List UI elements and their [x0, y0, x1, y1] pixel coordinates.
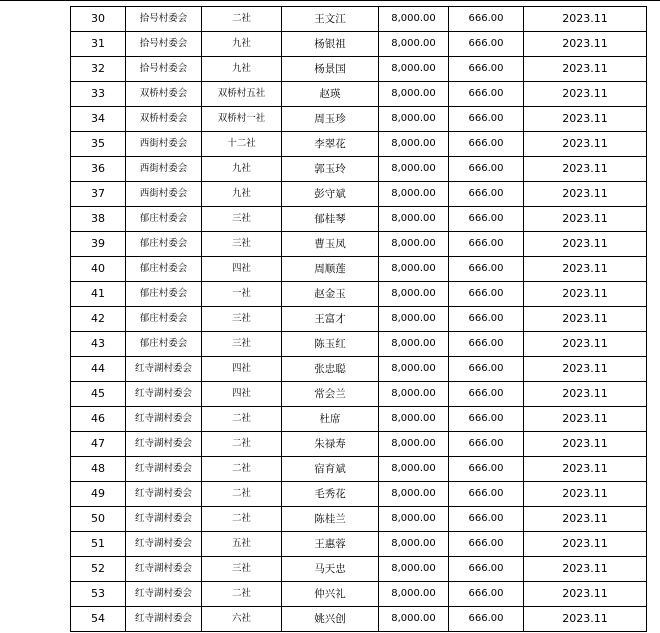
village-committee-cell: 双桥村委会	[126, 82, 202, 107]
village-group-cell: 四社	[202, 382, 282, 407]
table-row	[71, 7, 647, 32]
village-committee-cell: 拾号村委会	[126, 32, 202, 57]
person-name-cell: 杨景国	[282, 57, 379, 82]
person-name-cell: 仲兴礼	[282, 582, 379, 607]
village-group-cell: 三社	[202, 557, 282, 582]
amount-cell: 8,000.00	[379, 232, 449, 257]
person-name-cell: 马天忠	[282, 557, 379, 582]
table-row	[71, 557, 647, 582]
person-name-cell: 曹玉凤	[282, 232, 379, 257]
subsidy-cell: 666.00	[449, 482, 524, 507]
amount-cell: 8,000.00	[379, 582, 449, 607]
amount-cell: 8,000.00	[379, 107, 449, 132]
subsidy-cell: 666.00	[449, 57, 524, 82]
table-row	[71, 532, 647, 557]
subsidy-cell: 666.00	[449, 307, 524, 332]
village-committee-cell: 双桥村委会	[126, 107, 202, 132]
subsidy-cell: 666.00	[449, 32, 524, 57]
village-committee-cell: 郁庄村委会	[126, 257, 202, 282]
village-group-cell: 三社	[202, 232, 282, 257]
row-number-cell: 32	[71, 57, 126, 82]
amount-cell: 8,000.00	[379, 557, 449, 582]
row-number-cell: 37	[71, 182, 126, 207]
amount-cell: 8,000.00	[379, 7, 449, 32]
table-row	[71, 582, 647, 607]
person-name-cell: 郁桂琴	[282, 207, 379, 232]
village-group-cell: 双桥村一社	[202, 107, 282, 132]
person-name-cell: 赵瑛	[282, 82, 379, 107]
village-committee-cell: 红寺湖村委会	[126, 607, 202, 632]
person-name-cell: 杨银祖	[282, 32, 379, 57]
amount-cell: 8,000.00	[379, 32, 449, 57]
subsidy-cell: 666.00	[449, 382, 524, 407]
village-group-cell: 二社	[202, 407, 282, 432]
date-cell: 2023.11	[524, 132, 647, 157]
subsidy-cell: 666.00	[449, 232, 524, 257]
subsidy-cell: 666.00	[449, 107, 524, 132]
village-committee-cell: 郁庄村委会	[126, 307, 202, 332]
village-group-cell: 双桥村五社	[202, 82, 282, 107]
amount-cell: 8,000.00	[379, 382, 449, 407]
person-name-cell: 王富才	[282, 307, 379, 332]
village-committee-cell: 红寺湖村委会	[126, 582, 202, 607]
row-number-cell: 31	[71, 32, 126, 57]
date-cell: 2023.11	[524, 157, 647, 182]
row-number-cell: 53	[71, 582, 126, 607]
row-number-cell: 50	[71, 507, 126, 532]
row-number-cell: 41	[71, 282, 126, 307]
subsidy-cell: 666.00	[449, 82, 524, 107]
person-name-cell: 郭玉玲	[282, 157, 379, 182]
person-name-cell: 毛秀花	[282, 482, 379, 507]
table-row	[71, 607, 647, 632]
spreadsheet-area	[70, 6, 646, 632]
person-name-cell: 王文江	[282, 7, 379, 32]
date-cell: 2023.11	[524, 582, 647, 607]
table-row	[71, 407, 647, 432]
date-cell: 2023.11	[524, 182, 647, 207]
row-number-cell: 45	[71, 382, 126, 407]
village-group-cell: 二社	[202, 507, 282, 532]
person-name-cell: 姚兴创	[282, 607, 379, 632]
village-group-cell: 二社	[202, 582, 282, 607]
table-row	[71, 157, 647, 182]
village-group-cell: 五社	[202, 532, 282, 557]
amount-cell: 8,000.00	[379, 607, 449, 632]
row-number-cell: 33	[71, 82, 126, 107]
date-cell: 2023.11	[524, 507, 647, 532]
amount-cell: 8,000.00	[379, 482, 449, 507]
table-row	[71, 207, 647, 232]
date-cell: 2023.11	[524, 357, 647, 382]
subsidy-cell: 666.00	[449, 457, 524, 482]
village-group-cell: 十二社	[202, 132, 282, 157]
row-number-cell: 38	[71, 207, 126, 232]
village-committee-cell: 郁庄村委会	[126, 332, 202, 357]
row-number-cell: 47	[71, 432, 126, 457]
village-committee-cell: 红寺湖村委会	[126, 432, 202, 457]
table-body	[71, 7, 647, 632]
date-cell: 2023.11	[524, 607, 647, 632]
amount-cell: 8,000.00	[379, 57, 449, 82]
amount-cell: 8,000.00	[379, 532, 449, 557]
subsidy-cell: 666.00	[449, 407, 524, 432]
person-name-cell: 陈桂兰	[282, 507, 379, 532]
village-group-cell: 四社	[202, 257, 282, 282]
village-committee-cell: 红寺湖村委会	[126, 357, 202, 382]
date-cell: 2023.11	[524, 407, 647, 432]
table-row	[71, 182, 647, 207]
village-committee-cell: 红寺湖村委会	[126, 557, 202, 582]
date-cell: 2023.11	[524, 557, 647, 582]
date-cell: 2023.11	[524, 257, 647, 282]
date-cell: 2023.11	[524, 307, 647, 332]
subsidy-cell: 666.00	[449, 582, 524, 607]
amount-cell: 8,000.00	[379, 407, 449, 432]
date-cell: 2023.11	[524, 532, 647, 557]
subsidy-cell: 666.00	[449, 182, 524, 207]
village-committee-cell: 拾号村委会	[126, 7, 202, 32]
subsidy-cell: 666.00	[449, 157, 524, 182]
subsidy-cell: 666.00	[449, 507, 524, 532]
village-group-cell: 九社	[202, 57, 282, 82]
amount-cell: 8,000.00	[379, 82, 449, 107]
village-group-cell: 二社	[202, 432, 282, 457]
village-group-cell: 二社	[202, 482, 282, 507]
person-name-cell: 杜席	[282, 407, 379, 432]
village-committee-cell: 红寺湖村委会	[126, 407, 202, 432]
table-row	[71, 482, 647, 507]
village-group-cell: 九社	[202, 32, 282, 57]
person-name-cell: 常会兰	[282, 382, 379, 407]
village-committee-cell: 红寺湖村委会	[126, 382, 202, 407]
village-group-cell: 九社	[202, 157, 282, 182]
table-row	[71, 57, 647, 82]
amount-cell: 8,000.00	[379, 282, 449, 307]
village-group-cell: 三社	[202, 332, 282, 357]
amount-cell: 8,000.00	[379, 207, 449, 232]
table-row	[71, 257, 647, 282]
table-row	[71, 307, 647, 332]
amount-cell: 8,000.00	[379, 182, 449, 207]
table-row	[71, 282, 647, 307]
person-name-cell: 王惠蓉	[282, 532, 379, 557]
table-row	[71, 457, 647, 482]
subsidy-cell: 666.00	[449, 207, 524, 232]
row-number-cell: 49	[71, 482, 126, 507]
village-committee-cell: 郁庄村委会	[126, 207, 202, 232]
village-group-cell: 六社	[202, 607, 282, 632]
row-number-cell: 52	[71, 557, 126, 582]
sheet-top-border	[0, 0, 660, 1]
table-row	[71, 332, 647, 357]
date-cell: 2023.11	[524, 282, 647, 307]
person-name-cell: 宿育斌	[282, 457, 379, 482]
date-cell: 2023.11	[524, 332, 647, 357]
subsidy-cell: 666.00	[449, 357, 524, 382]
table-row	[71, 507, 647, 532]
row-number-cell: 40	[71, 257, 126, 282]
person-name-cell: 彭守斌	[282, 182, 379, 207]
date-cell: 2023.11	[524, 32, 647, 57]
table-row	[71, 357, 647, 382]
person-name-cell: 周顺莲	[282, 257, 379, 282]
village-committee-cell: 郁庄村委会	[126, 232, 202, 257]
row-number-cell: 35	[71, 132, 126, 157]
date-cell: 2023.11	[524, 457, 647, 482]
village-committee-cell: 西街村委会	[126, 182, 202, 207]
amount-cell: 8,000.00	[379, 257, 449, 282]
date-cell: 2023.11	[524, 82, 647, 107]
village-committee-cell: 红寺湖村委会	[126, 457, 202, 482]
amount-cell: 8,000.00	[379, 457, 449, 482]
village-group-cell: 二社	[202, 457, 282, 482]
row-number-cell: 30	[71, 7, 126, 32]
amount-cell: 8,000.00	[379, 307, 449, 332]
subsidy-cell: 666.00	[449, 282, 524, 307]
row-number-cell: 39	[71, 232, 126, 257]
subsidy-table	[70, 6, 647, 632]
table-row	[71, 132, 647, 157]
date-cell: 2023.11	[524, 107, 647, 132]
person-name-cell: 陈玉红	[282, 332, 379, 357]
date-cell: 2023.11	[524, 432, 647, 457]
village-group-cell: 四社	[202, 357, 282, 382]
village-committee-cell: 西街村委会	[126, 157, 202, 182]
person-name-cell: 李翠花	[282, 132, 379, 157]
village-group-cell: 九社	[202, 182, 282, 207]
row-number-cell: 34	[71, 107, 126, 132]
subsidy-cell: 666.00	[449, 557, 524, 582]
row-number-cell: 51	[71, 532, 126, 557]
village-group-cell: 一社	[202, 282, 282, 307]
village-group-cell: 二社	[202, 7, 282, 32]
amount-cell: 8,000.00	[379, 357, 449, 382]
amount-cell: 8,000.00	[379, 432, 449, 457]
person-name-cell: 周玉珍	[282, 107, 379, 132]
date-cell: 2023.11	[524, 57, 647, 82]
village-committee-cell: 红寺湖村委会	[126, 482, 202, 507]
row-number-cell: 46	[71, 407, 126, 432]
amount-cell: 8,000.00	[379, 132, 449, 157]
row-number-cell: 43	[71, 332, 126, 357]
table-row	[71, 32, 647, 57]
row-number-cell: 54	[71, 607, 126, 632]
village-group-cell: 三社	[202, 307, 282, 332]
subsidy-cell: 666.00	[449, 607, 524, 632]
amount-cell: 8,000.00	[379, 332, 449, 357]
subsidy-cell: 666.00	[449, 257, 524, 282]
table-row	[71, 432, 647, 457]
date-cell: 2023.11	[524, 207, 647, 232]
row-number-cell: 48	[71, 457, 126, 482]
village-committee-cell: 拾号村委会	[126, 57, 202, 82]
village-group-cell: 三社	[202, 207, 282, 232]
subsidy-cell: 666.00	[449, 532, 524, 557]
table-row	[71, 382, 647, 407]
person-name-cell: 朱禄寿	[282, 432, 379, 457]
subsidy-cell: 666.00	[449, 132, 524, 157]
amount-cell: 8,000.00	[379, 157, 449, 182]
date-cell: 2023.11	[524, 232, 647, 257]
subsidy-cell: 666.00	[449, 432, 524, 457]
table-row	[71, 82, 647, 107]
village-committee-cell: 西街村委会	[126, 132, 202, 157]
subsidy-cell: 666.00	[449, 332, 524, 357]
table-row	[71, 232, 647, 257]
village-committee-cell: 红寺湖村委会	[126, 532, 202, 557]
person-name-cell: 赵金玉	[282, 282, 379, 307]
row-number-cell: 44	[71, 357, 126, 382]
table-row	[71, 107, 647, 132]
subsidy-cell: 666.00	[449, 7, 524, 32]
person-name-cell: 张忠聪	[282, 357, 379, 382]
date-cell: 2023.11	[524, 7, 647, 32]
row-number-cell: 36	[71, 157, 126, 182]
date-cell: 2023.11	[524, 482, 647, 507]
village-committee-cell: 红寺湖村委会	[126, 507, 202, 532]
date-cell: 2023.11	[524, 382, 647, 407]
amount-cell: 8,000.00	[379, 507, 449, 532]
village-committee-cell: 郁庄村委会	[126, 282, 202, 307]
row-number-cell: 42	[71, 307, 126, 332]
